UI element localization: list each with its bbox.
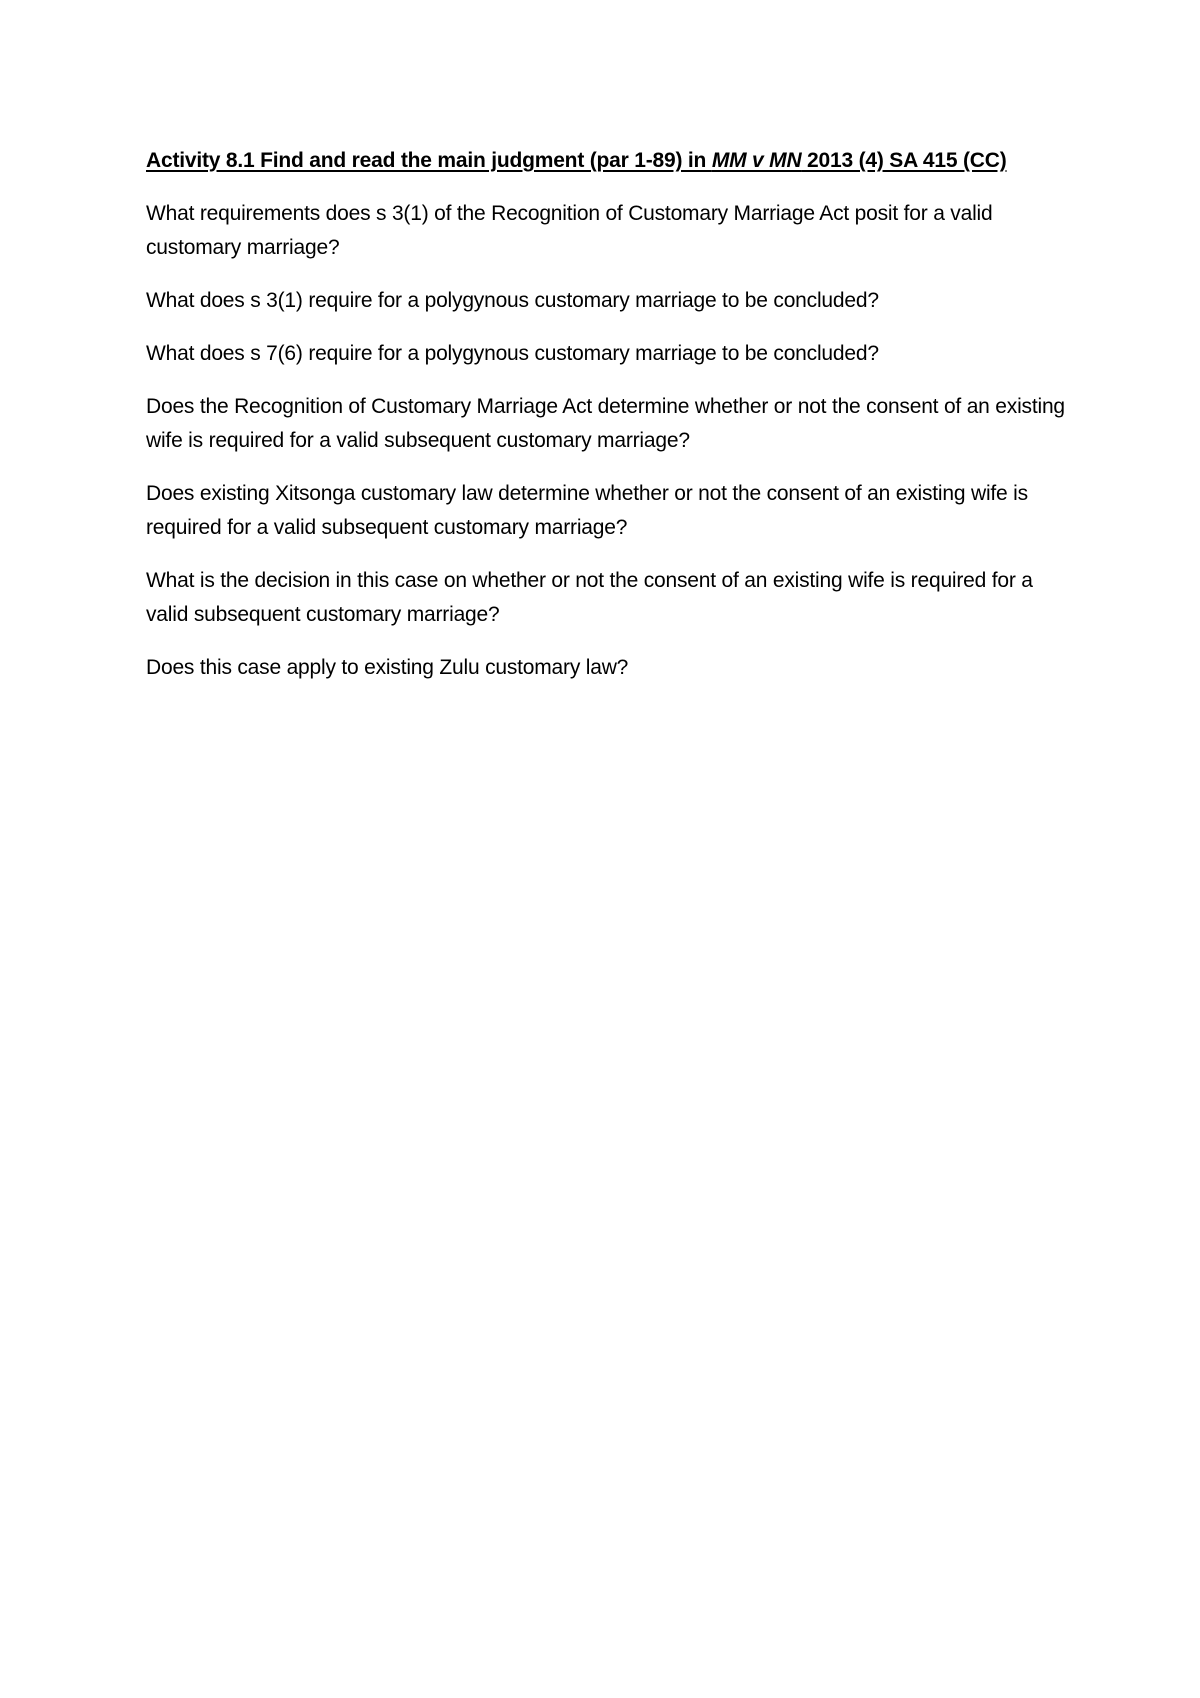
question-2: What does s 3(1) require for a polygynous customary marriage to be concluded? — [146, 289, 879, 312]
heading-case-name: MM v MN — [711, 149, 802, 172]
question-1: What requirements does s 3(1) of the Recognition of Customary Marriage Act posit for a valid customary marriage? — [146, 202, 993, 259]
activity-heading — [146, 144, 1066, 178]
heading-text-part1: Activity 8.1 Find and read the main judgment (par 1-89) in — [146, 149, 712, 172]
question-5: Does existing Xitsonga customary law determine whether or not the consent of an existing wife is required for a valid subsequent customary marriage? — [146, 482, 1028, 539]
question-4: Does the Recognition of Customary Marriage Act determine whether or not the consent of an existing wife is required for a valid subsequent customary marriage? — [146, 395, 1065, 452]
document-body — [146, 144, 1066, 704]
question-3: What does s 7(6) require for a polygynous customary marriage to be concluded? — [146, 342, 879, 365]
question-6: What is the decision in this case on whether or not the consent of an existing wife is required for a valid subsequent customary marriage? — [146, 569, 1033, 626]
heading-text-part2: 2013 (4) SA 415 (CC) — [801, 149, 1007, 172]
question-7: Does this case apply to existing Zulu customary law? — [146, 656, 629, 679]
